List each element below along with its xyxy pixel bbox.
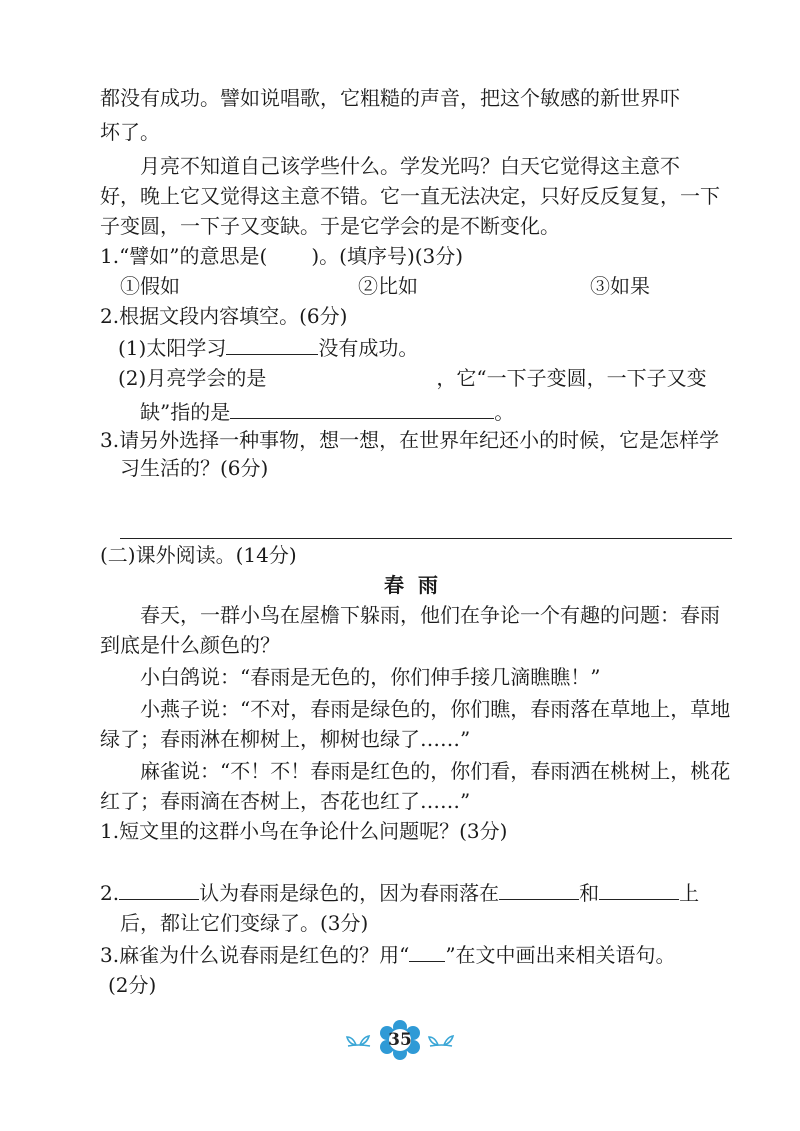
reading-question-2-text: 认为春雨是绿色的，因为春雨落在 bbox=[199, 881, 500, 905]
passage-line: 小燕子说：“不对，春雨是绿色的，你们瞧，春雨落在草地上，草地 bbox=[140, 697, 731, 721]
passage-line: 绿了；春雨淋在柳树上，柳树也绿了……” bbox=[100, 727, 471, 751]
question-2-1 bbox=[118, 333, 418, 363]
option-1[interactable]: ①假如 bbox=[120, 274, 180, 298]
answer-blank[interactable] bbox=[267, 243, 311, 263]
passage-line: 红了；春雨滴在杏树上，杏花也红了……” bbox=[100, 789, 471, 813]
passage-line: 春天，一群小鸟在屋檐下躲雨，他们在争论一个有趣的问题：春雨 bbox=[140, 603, 720, 627]
passage-line: 都没有成功。譬如说唱歌，它粗糙的声音，把这个敏感的新世界吓 bbox=[100, 86, 680, 110]
page-number-badge bbox=[340, 1020, 460, 1060]
passage-line: 到底是什么颜色的？ bbox=[100, 633, 280, 657]
option-3[interactable]: ③如果 bbox=[590, 274, 650, 298]
question-3: 3.请另外选择一种事物，想一想，在世界年纪还小的时候，它是怎样学 bbox=[100, 428, 720, 452]
question-2-1-text-end: 没有成功。 bbox=[318, 336, 419, 360]
question-2-2 bbox=[118, 363, 707, 393]
underline-symbol bbox=[409, 941, 445, 962]
question-2-2-cont bbox=[140, 397, 514, 427]
reading-question-2-and: 和 bbox=[579, 881, 600, 905]
question-1-stem: 1.“譬如”的意思是( bbox=[100, 244, 268, 268]
article-title: 春雨 bbox=[384, 573, 452, 597]
question-2-2-text-cont: 缺”指的是 bbox=[140, 400, 231, 424]
reading-question-2-end: 上 bbox=[679, 881, 700, 905]
page-number: 35 bbox=[388, 1030, 412, 1050]
reading-question-3-cont: (2分) bbox=[108, 973, 157, 997]
passage-line: 麻雀说：“不！不！春雨是红色的，你们看，春雨洒在桃树上，桃花 bbox=[140, 759, 731, 783]
reading-question-2-num: 2. bbox=[100, 881, 120, 905]
question-2-1-text: (1)太阳学习 bbox=[118, 336, 227, 360]
reading-question-3-text-end: ”在文中画出来相关语句。 bbox=[445, 943, 676, 967]
passage-line: 坏了。 bbox=[100, 120, 160, 144]
question-2-2-text-end: 。 bbox=[494, 400, 515, 424]
passage-line: 小白鸽说：“春雨是无色的，你们伸手接几滴瞧瞧！” bbox=[140, 665, 601, 689]
passage-line: 好，晚上它又觉得这主意不错。它一直无法决定，只好反反复复，一下 bbox=[100, 184, 720, 208]
question-1 bbox=[100, 241, 463, 271]
answer-blank[interactable] bbox=[226, 334, 318, 355]
reading-question-3-text: 3.麻雀为什么说春雨是红色的？用“ bbox=[100, 943, 410, 967]
passage-line: 月亮不知道自己该学些什么。学发光吗？白天它觉得这主意不 bbox=[140, 154, 680, 178]
question-2-2-text-mid: ，它“一下子变圆，一下子又变 bbox=[436, 366, 707, 390]
question-3-cont: 习生活的？(6分) bbox=[120, 456, 269, 480]
passage-line: 子变圆，一下子又变缺。于是它学会的是不断变化。 bbox=[100, 214, 560, 238]
question-2: 2.根据文段内容填空。(6分) bbox=[100, 304, 348, 328]
reading-question-3 bbox=[100, 940, 676, 970]
answer-blank[interactable] bbox=[599, 879, 679, 900]
answer-blank[interactable] bbox=[266, 365, 436, 385]
answer-blank[interactable] bbox=[230, 398, 494, 419]
answer-blank[interactable] bbox=[499, 879, 579, 900]
reading-question-1: 1.短文里的这群小鸟在争论什么问题呢？(3分) bbox=[100, 819, 508, 843]
reading-question-2-cont: 后，都让它们变绿了。(3分) bbox=[120, 911, 369, 935]
option-2[interactable]: ②比如 bbox=[358, 274, 418, 298]
answer-line[interactable] bbox=[120, 538, 732, 539]
section-heading: (二)课外阅读。(14分) bbox=[100, 543, 297, 567]
answer-blank[interactable] bbox=[119, 879, 199, 900]
question-1-stem-end: )。(填序号)(3分) bbox=[311, 244, 464, 268]
question-2-2-text: (2)月亮学会的是 bbox=[118, 366, 267, 390]
reading-question-2 bbox=[100, 878, 699, 908]
